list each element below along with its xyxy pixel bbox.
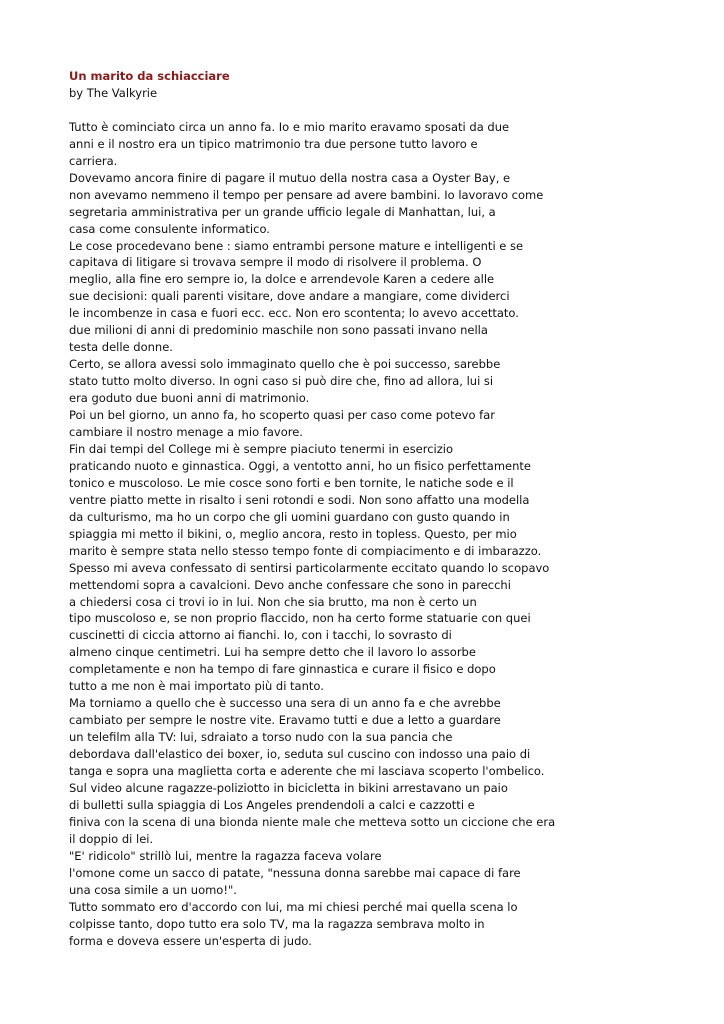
text-line: l'omone come un sacco di patate, "nessuna donna sarebbe mai capace di fare [69,865,521,880]
text-line: capitava di litigare si trovava sempre il modo di risolvere il problema. O [69,255,482,270]
text-line: colpisse tanto, dopo tutto era solo TV, ma la ragazza sembrava molto in [69,916,485,931]
text-line: marito è sempre stata nello stesso tempo fonte di compiacimento e di imbarazzo. [69,543,542,558]
text-line: carriera. [69,153,118,168]
text-line: Ma torniamo a quello che è successo una sera di un anno fa e che avrebbe [69,696,501,711]
text-line: testa delle donne. [69,340,173,355]
text-line: segretaria amministrativa per un grande ufficio legale di Manhattan, lui, a [69,204,496,219]
text-line: Certo, se allora avessi solo immaginato quello che è poi successo, sarebbe [69,357,501,372]
text-line: Tutto sommato ero d'accordo con lui, ma mi chiesi perché mai quella scena lo [69,899,518,914]
text-line: il doppio di lei. [69,831,154,846]
text-line: cuscinetti di ciccia attorno ai fianchi. Io, con i tacchi, lo sovrasto di [69,628,452,643]
text-line: tanga e sopra una maglietta corta e aderente che mi lasciava scoperto l'ombelico. [69,764,545,779]
text-line: non avevamo nemmeno il tempo per pensare ad avere bambini. Io lavoravo come [69,187,544,202]
text-line: ventre piatto mette in risalto i seni rotondi e sodi. Non sono affatto una modella [69,492,530,507]
text-line: a chiedersi cosa ci trovi io in lui. Non che sia brutto, ma non è certo un [69,594,477,609]
text-line: Fin dai tempi del College mi è sempre piaciuto tenermi in esercizio [69,441,454,456]
text-line: finiva con la scena di una bionda niente male che metteva sotto un ciccione che era [69,814,556,829]
text-line: anni e il nostro era un tipico matrimonio tra due persone tutto lavoro e [69,136,478,151]
text-line: meglio, alla fine ero sempre io, la dolce e arrendevole Karen a cedere alle [69,272,495,287]
text-line: le incombenze in casa e fuori ecc. ecc. Non ero scontenta; lo avevo accettato. [69,306,519,321]
text-line: Poi un bel giorno, un anno fa, ho scoperto quasi per caso come potevo far [69,408,495,423]
text-line: cambiare il nostro menage a mio favore. [69,425,303,439]
document-body [69,68,709,950]
text-line: completamente e non ha tempo di fare ginnastica e curare il fisico e dopo [69,662,496,677]
text-line: Spesso mi aveva confessato di sentirsi particolarmente eccitato quando lo scopavo [69,560,550,575]
text-line: Tutto è cominciato circa un anno fa. Io e mio marito eravamo sposati da due [69,119,510,134]
text-line: tipo muscoloso e, se non proprio flaccido, non ha certo forme statuarie con quei [69,611,531,626]
text-line: due milioni di anni di predominio maschile non sono passati invano nella [69,323,488,338]
text-line: un telefilm alla TV: lui, sdraiato a torso nudo con la sua pancia che [69,730,453,745]
text-line: "E' ridicolo" strillò lui, mentre la ragazza faceva volare [69,848,382,863]
text-line: da culturismo, ma ho un corpo che gli uomini guardano con gusto quando in [69,509,510,524]
text-line: tutto a me non è mai importato più di tanto. [69,679,324,694]
text-line: era goduto due buoni anni di matrimonio. [69,391,310,406]
text-line: Le cose procedevano bene : siamo entrambi persone mature e intelligenti e se [69,238,524,253]
text-line: forma e doveva essere un'esperta di judo. [69,933,312,948]
text-line: casa come consulente informatico. [69,221,270,236]
text-line: sue decisioni: quali parenti visitare, dove andare a mangiare, come dividerci [69,289,510,304]
text-line: Sul video alcune ragazze-poliziotto in bicicletta in bikini arrestavano un paio [69,781,508,796]
text-line: tonico e muscoloso. Le mie cosce sono forti e ben tornite, le natiche sode e il [69,475,514,490]
text-line: debordava dall'elastico dei boxer, io, seduta sul cuscino con indosso una paio di [69,747,531,762]
text-line: almeno cinque centimetri. Lui ha sempre detto che il lavoro lo assorbe [69,645,476,660]
text-line: una cosa simile a un uomo!". [69,882,237,897]
text-line: mettendomi sopra a cavalcioni. Devo anche confessare che sono in parecchi [69,577,511,592]
text-line: di bulletti sulla spiaggia di Los Angeles prendendoli a calci e cazzotti e [69,797,475,812]
blank-line [69,102,709,119]
story-author: by The Valkyrie [69,85,158,100]
text-line: spiaggia mi metto il bikini, o, meglio ancora, resto in topless. Questo, per mio [69,526,517,541]
story-title: Un marito da schiacciare [69,69,230,83]
text-line: Dovevamo ancora finire di pagare il mutuo della nostra casa a Oyster Bay, e [69,170,511,185]
text-line: stato tutto molto diverso. In ogni caso si può dire che, fino ad allora, lui si [69,374,494,389]
text-line: praticando nuoto e ginnastica. Oggi, a ventotto anni, ho un fisico perfettamente [69,458,531,473]
text-line: cambiato per sempre le nostre vite. Eravamo tutti e due a letto a guardare [69,713,501,728]
